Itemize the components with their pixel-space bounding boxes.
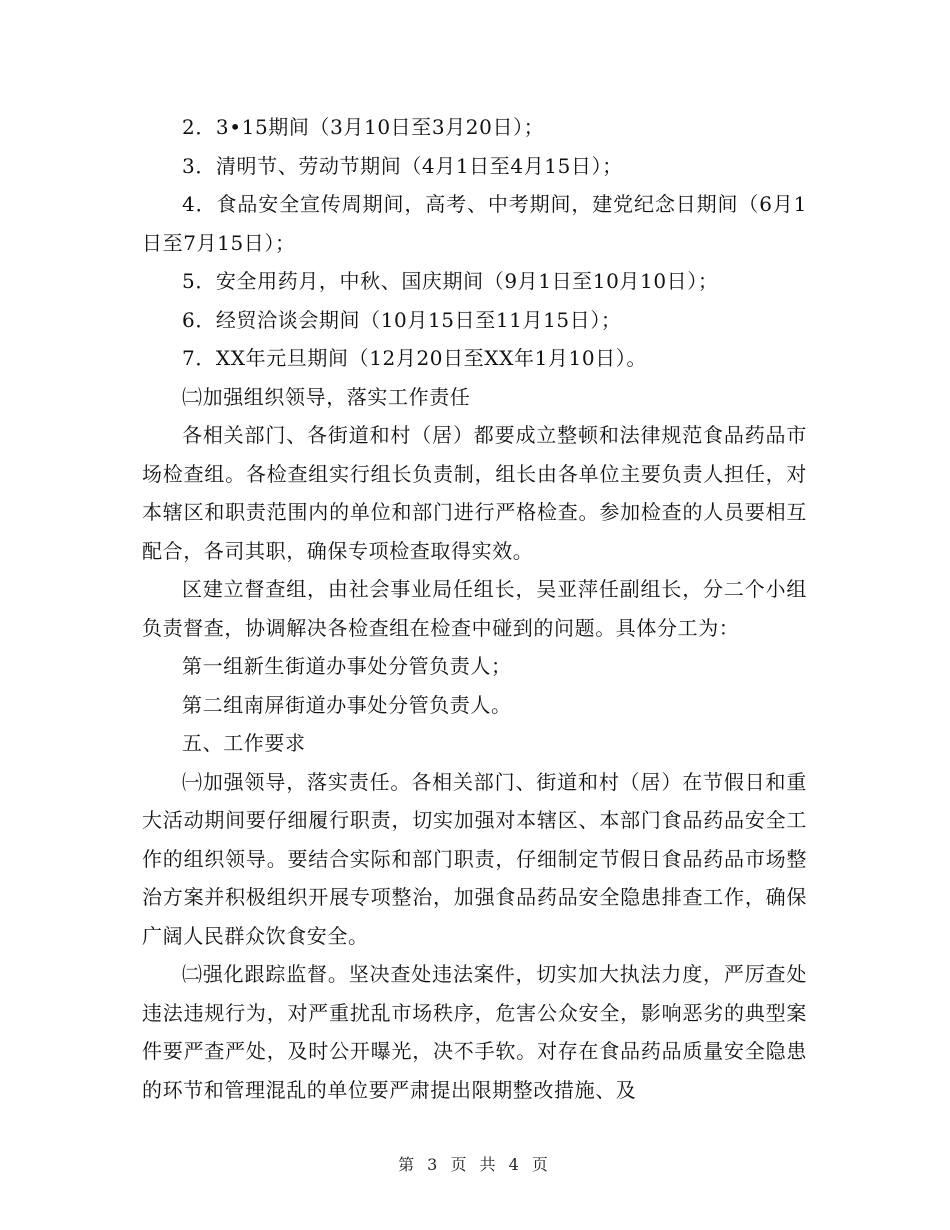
body-paragraph: 各相关部门、各街道和村（居）都要成立整顿和法律规范食品药品市场检查组。各检查组实行组长负责制，组长由各单位主要负责人担任，对本辖区和职责范围内的单位和部门进行严格检查。参加检查的人员要相互配合，各司其职，确保专项检查取得实效。 [142, 423, 807, 563]
list-item-date-range: 2．3•15期间（3月10日至3月20日）； [182, 115, 545, 139]
document-body [142, 108, 807, 1109]
section-heading: ㈡加强组织领导，落实工作责任 [182, 384, 471, 409]
list-item-date-range: 7．XX年元旦期间（12月20日至XX年1月10日）。 [182, 346, 647, 370]
group-assignment: 第一组新生街道办事处分管负责人； [182, 654, 512, 678]
section-heading: 五、工作要求 [182, 731, 306, 755]
list-item-date-range: 4．食品安全宣传周期间，高考、中考期间，建党纪念日期间（6月1日至7月15日）； [142, 192, 807, 255]
page-number-footer: 第 3 页 共 4 页 [398, 1155, 552, 1174]
list-item-date-range: 5．安全用药月，中秋、国庆期间（9月1日至10月10日）； [182, 269, 719, 293]
body-paragraph: ㈡强化跟踪监督。坚决查处违法案件，切实加大执法力度，严厉查处违法违规行为，对严重扰乱市场秩序，危害公众安全，影响恶劣的典型案件要严查严处，及时公开曝光，决不手软。对存在食品药品质量安全隐患的环节和管理混乱的单位要严肃提出限期整改措施、及 [142, 962, 807, 1102]
list-item-date-range: 6．经贸洽谈会期间（10月15日至11月15日）； [182, 307, 622, 332]
body-paragraph: 区建立督查组，由社会事业局任组长，吴亚萍任副组长，分二个小组负责督查，协调解决各检查组在检查中碰到的问题。具体分工为： [142, 577, 807, 640]
list-item-date-range: 3．清明节、劳动节期间（4月1日至4月15日）； [182, 153, 623, 178]
body-paragraph: ㈠加强领导，落实责任。各相关部门、街道和村（居）在节假日和重大活动期间要仔细履行职责，切实加强对本辖区、本部门食品药品安全工作的组织领导。要结合实际和部门职责，仔细制定节假日食品药品市场整治方案并积极组织开展专项整治，加强食品药品安全隐患排查工作，确保广阔人民群众饮食安全。 [142, 769, 807, 948]
group-assignment: 第二组南屏街道办事处分管负责人。 [182, 692, 512, 717]
